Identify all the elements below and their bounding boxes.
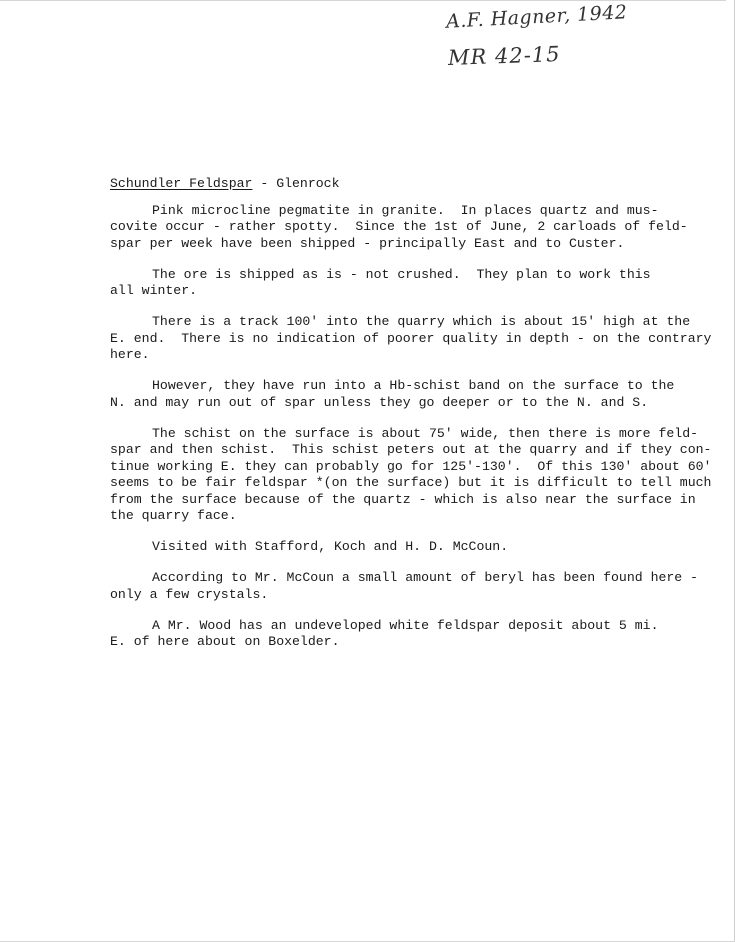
document-title <box>110 176 680 193</box>
paragraph-line: Pink microcline pegmatite in granite. In places quartz and mus- <box>152 202 659 218</box>
paragraph-line: However, they have run into a Hb-schist band on the surface to the <box>152 378 675 393</box>
paragraph-line: A Mr. Wood has an undeveloped white feldspar deposit about 5 mi. <box>152 617 659 633</box>
paragraph-line: seems to be fair feldspar *(on the surface) but it is difficult to tell much <box>110 475 712 490</box>
paragraph-list <box>110 202 712 651</box>
paragraph-line: N. and may run out of spar unless they go deeper or to the N. and S. <box>110 394 649 410</box>
paragraph-line: only a few crystals. <box>110 586 269 602</box>
document-body <box>110 176 712 665</box>
paragraph-line: covite occur - rather spotty. Since the 1st of June, 2 carloads of feld- <box>110 219 688 234</box>
paragraph <box>110 314 712 364</box>
paragraph-line: Visited with Stafford, Koch and H. D. McCoun. <box>152 539 509 554</box>
paragraph-line: the quarry face. <box>110 508 237 523</box>
paragraph-line: The schist on the surface is about 75' wide, then there is more feld- <box>152 425 699 441</box>
paragraph <box>110 378 680 411</box>
paragraph <box>110 425 712 525</box>
paragraph-line: tinue working E. they can probably go for 125'-130'. Of this 130' about 60' <box>110 458 712 474</box>
handwritten-author-date: A.F. Hagner, 1942 <box>445 1 628 33</box>
paragraph-line: all winter. <box>110 283 198 298</box>
title-suffix: - Glenrock <box>252 176 340 191</box>
paragraph <box>110 618 680 651</box>
paragraph-line: E. end. There is no indication of poorer quality in depth - on the contrary <box>110 330 712 346</box>
paragraph-line: The ore is shipped as is - not crushed. They plan to work this <box>152 266 651 282</box>
handwritten-ref-number: MR 42-15 <box>447 42 561 70</box>
paragraph-line: from the surface because of the quartz - which is also near the surface in <box>110 491 696 507</box>
paragraph-line: According to Mr. McCoun a small amount of beryl has been found here - <box>152 570 699 585</box>
paragraph-line: spar and then schist. This schist peters out at the quarry and if they con- <box>110 442 712 457</box>
paragraph-line: here. <box>110 347 150 362</box>
title-main: Schundler Feldspar <box>110 176 253 191</box>
paragraph-line: There is a track 100' into the quarry which is about 15' high at the <box>152 314 691 329</box>
paragraph <box>110 570 699 603</box>
paragraph <box>110 539 680 556</box>
paragraph <box>110 267 680 300</box>
paragraph-line: E. of here about on Boxelder. <box>110 634 340 649</box>
paragraph <box>110 202 688 253</box>
paragraph-line: spar per week have been shipped - principally East and to Custer. <box>110 235 625 251</box>
